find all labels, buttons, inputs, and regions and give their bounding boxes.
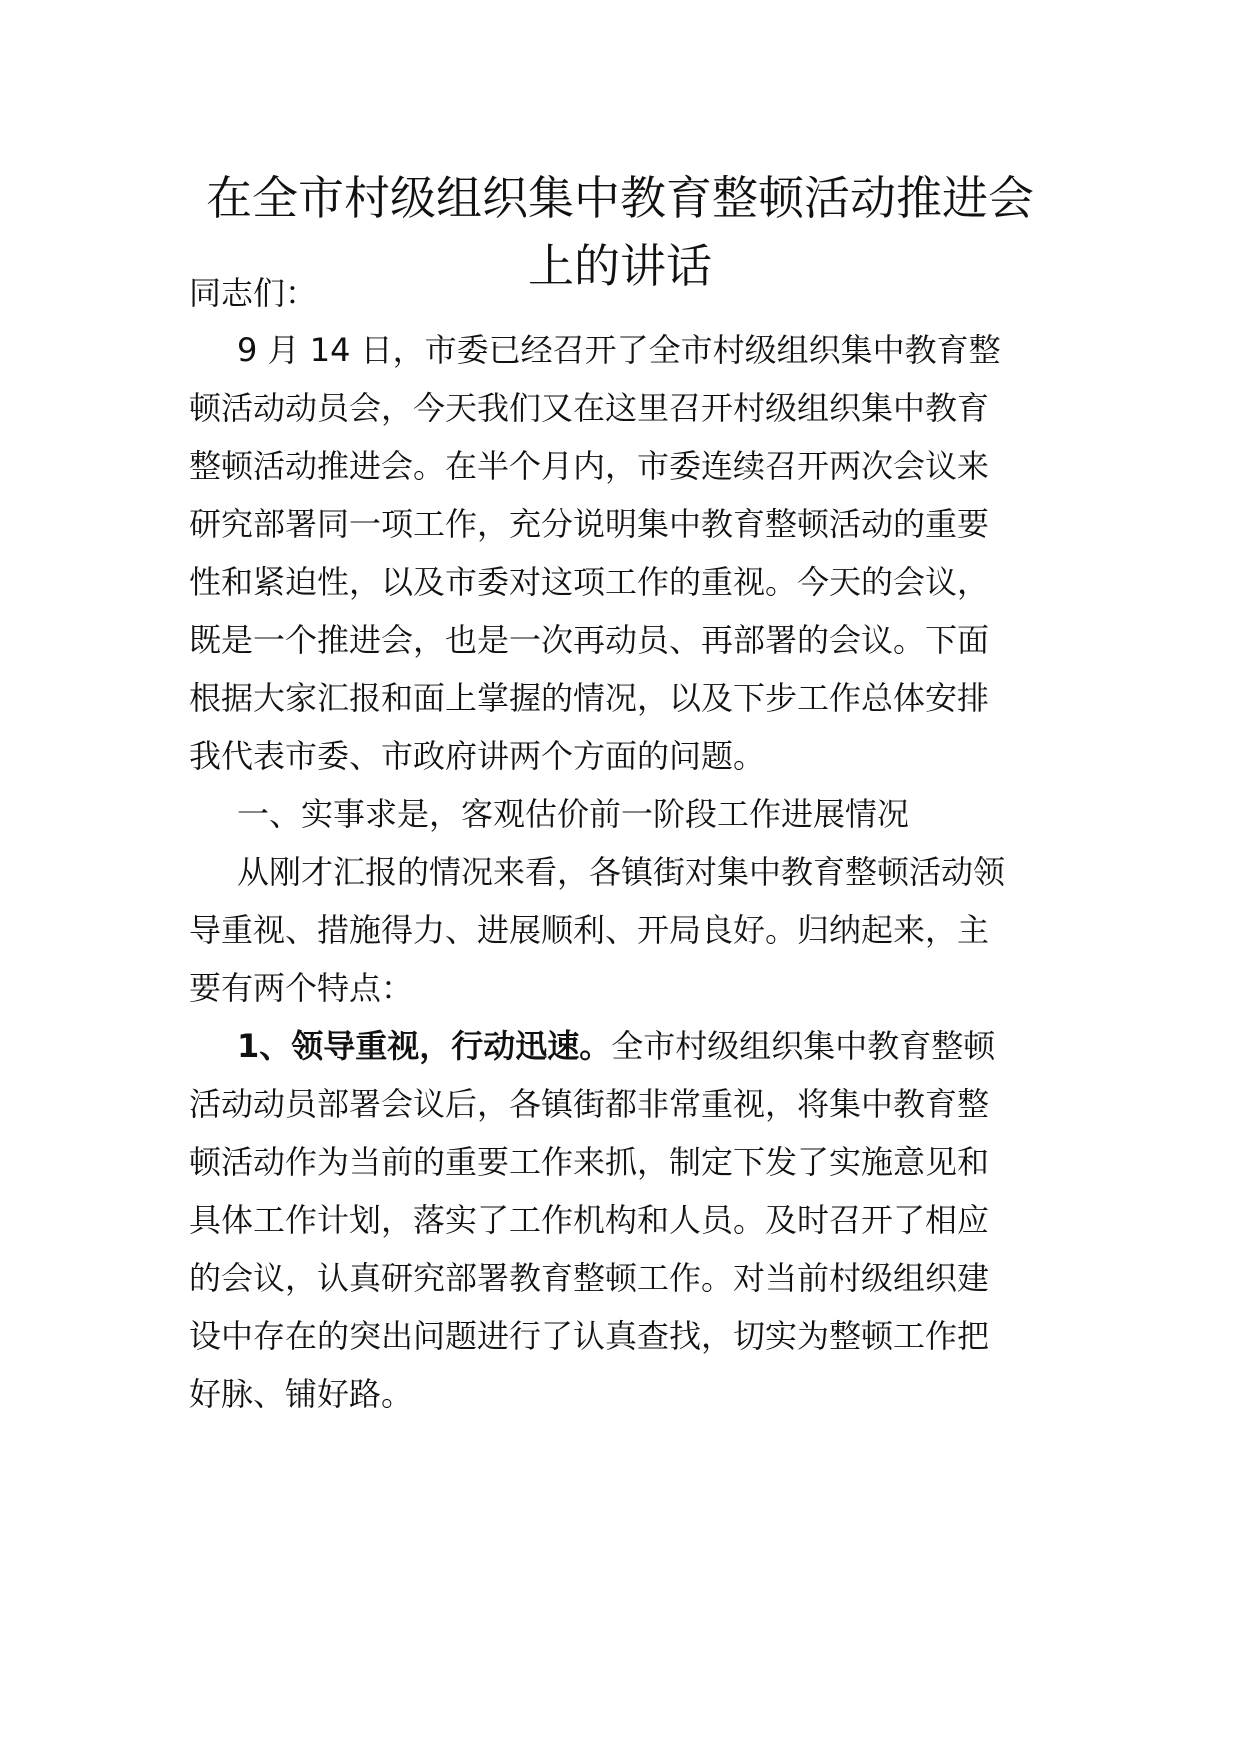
paragraph-line: 的会议，认真研究部署教育整顿工作。对当前村级组织建 xyxy=(189,1259,990,1297)
paragraph-text: 全市村级组织集中教育整顿 xyxy=(611,1027,996,1065)
paragraph-line: 9 月 14 日，市委已经召开了全市村级组织集中教育整 xyxy=(237,331,1001,369)
paragraph-line: 顿活动动员会，今天我们又在这里召开村级组织集中教育 xyxy=(189,389,990,427)
paragraph-line: 研究部署同一项工作，充分说明集中教育整顿活动的重要 xyxy=(189,505,990,543)
paragraph-line: 设中存在的突出问题进行了认真查找，切实为整顿工作把 xyxy=(189,1317,990,1355)
document-title-line2: 上的讲话 xyxy=(528,239,712,293)
paragraph-line: 活动动员部署会议后，各镇街都非常重视，将集中教育整 xyxy=(189,1085,990,1123)
paragraph-line: 性和紧迫性，以及市委对这项工作的重视。今天的会议， xyxy=(189,563,990,601)
document-title-line1: 在全市村级组织集中教育整顿活动推进会 xyxy=(206,171,1034,225)
section-heading: 一、实事求是，客观估价前一阶段工作进展情况 xyxy=(237,795,910,833)
paragraph-line: 好脉、铺好路。 xyxy=(189,1375,414,1413)
paragraph-line: 要有两个特点： xyxy=(189,969,414,1007)
paragraph-line: 具体工作计划，落实了工作机构和人员。及时召开了相应 xyxy=(189,1201,990,1239)
paragraph-line: 我代表市委、市政府讲两个方面的问题。 xyxy=(189,737,766,775)
paragraph-line xyxy=(237,1026,1107,1066)
paragraph-line: 顿活动作为当前的重要工作来抓，制定下发了实施意见和 xyxy=(189,1143,990,1181)
paragraph-line: 导重视、措施得力、进展顺利、开局良好。归纳起来，主 xyxy=(189,911,990,949)
paragraph-line: 既是一个推进会，也是一次再动员、再部署的会议。下面 xyxy=(189,621,990,659)
paragraph-line: 根据大家汇报和面上掌握的情况，以及下步工作总体安排 xyxy=(189,679,990,717)
paragraph-line: 从刚才汇报的情况来看，各镇街对集中教育整顿活动领 xyxy=(237,853,1006,891)
subheading-bold: 1、领导重视，行动迅速。 xyxy=(237,1027,612,1065)
paragraph-line: 整顿活动推进会。在半个月内，市委连续召开两次会议来 xyxy=(189,447,990,485)
salutation: 同志们： xyxy=(189,274,318,312)
